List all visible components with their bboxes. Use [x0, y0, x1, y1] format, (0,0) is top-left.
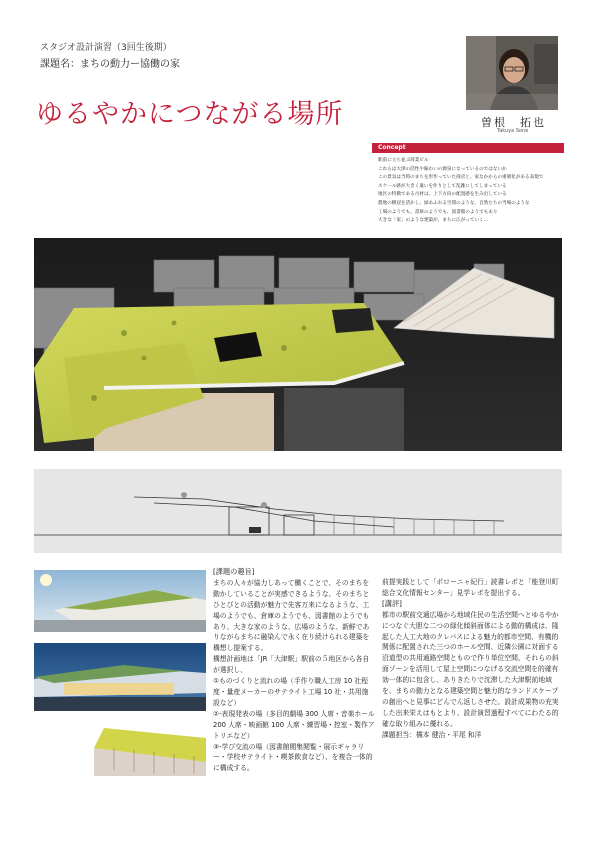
brief-paragraph: ②-表現発表の場（多目的劇場 300 人席・音楽ホール 200 人席・映画館 100 人席・練習場・控室・製作アトリエなど） — [213, 709, 375, 740]
brief-paragraph: ③-学び交流の場（図書館閲集閲覧・展示ギャラリー・学校サテライト・喫茶飲食など）、を複合一体的に構成する。 — [213, 742, 373, 773]
concept-line: 駅前に立ち並ぶ商業ビル — [378, 158, 429, 163]
section-drawing — [34, 469, 562, 553]
author-name-roman: Takuya Sone — [497, 128, 529, 134]
perspective-rendering-2 — [34, 643, 206, 711]
concept-line: これらは大津の活性や賑わいの源泉になっているのではないか — [378, 166, 507, 172]
concept-line: 地区の特徴である古材は、上下方向の配置感を生み出している — [378, 192, 507, 198]
brief-paragraph: まちの人々が協力しあって働くことで、そのまちを動かしていることが実感できるような、そのまちとひとびとの活動が魅力で先客万来になるような、工場のようでも、倉庫のようでも、図書館のようでもあり、大きな家のような、広場のような、新鮮でありながらまちに融染んで永く在り続けられる建築を構想し提案する。 — [213, 578, 370, 653]
brief-heading: [課題の趣旨] — [213, 567, 255, 576]
author-photo — [466, 36, 558, 110]
assignment-title: 課題名：まちの動力ー協働の家 — [40, 59, 180, 70]
concept-label: Concept — [378, 144, 406, 151]
author-name: 曽根 拓也 — [481, 116, 546, 129]
concept-line: この景気は当時のまちを形作っていた商店と、家なかからの重層化がある表現で — [378, 175, 544, 181]
concept-line: 工場のようでも、書庫のようでも、図書館のようでもあり — [378, 209, 498, 215]
brief-paragraph: 構想計画地は「JR「大津駅」駅前の５地区から各自が選択し、 — [213, 655, 370, 675]
review-text: 都市の駅前交通広場から地域住民の生活空間へとゆるやかにつなぐ大胆な二つの緑化傾斜面体による動的構成は、隆起した人工大地のクレバスによる魅力的都市空間、有機的関係に配置された三つのホール空間、近隣公園に対面する沿道型の共用通路空間ともので作り単位空間、それらの斜面ゾーンを活用して屋上空間につなげる交流空間を的確有効一体的に包含し、ありきたりで沈滞した大津駅前地域を、まちの動力となる建築空間と魅力的なランドスケープの創出へと見事にどんでん返しさせた。設計成果物の充実した出来栄えはもとより、設計演習過程すべてにわたる的確な取り組みに優れる。 — [382, 610, 559, 728]
submission-note: 前提実践として「ポローニャ紀行」読書レポと「能登川町総合文化情報センター」見学レポを提出する。 — [382, 578, 559, 597]
brief-paragraph: ①ものづくりと流れの場（手作り職人工房 10 社程度・量産メーカーのサテライト工場 10 社・共用施設など） — [213, 677, 369, 707]
model-photo — [34, 238, 562, 451]
concept-text — [378, 157, 568, 226]
perspective-rendering-1 — [34, 570, 206, 632]
review-column — [382, 577, 562, 741]
design-brief-column — [213, 567, 375, 774]
project-title: ゆるやかにつながる場所 — [36, 99, 344, 130]
review-heading: [講評] — [382, 598, 402, 608]
perspective-rendering-3 — [34, 718, 206, 776]
course-name: スタジオ設計演習（3回生後期） — [40, 43, 172, 53]
concept-line: 大きな「家」のような建築が、まちに広がっていく… — [378, 218, 489, 224]
concept-line: スケール感が大きく違いを作りとして乱雑にしてしまっている — [378, 183, 507, 189]
instructors: 課題担当：槻本 健治・平尾 和洋 — [382, 730, 482, 739]
concept-line: 農地の樹冠を活かし、緑あふれる空間のような、自然たちの当場のような — [378, 200, 530, 206]
